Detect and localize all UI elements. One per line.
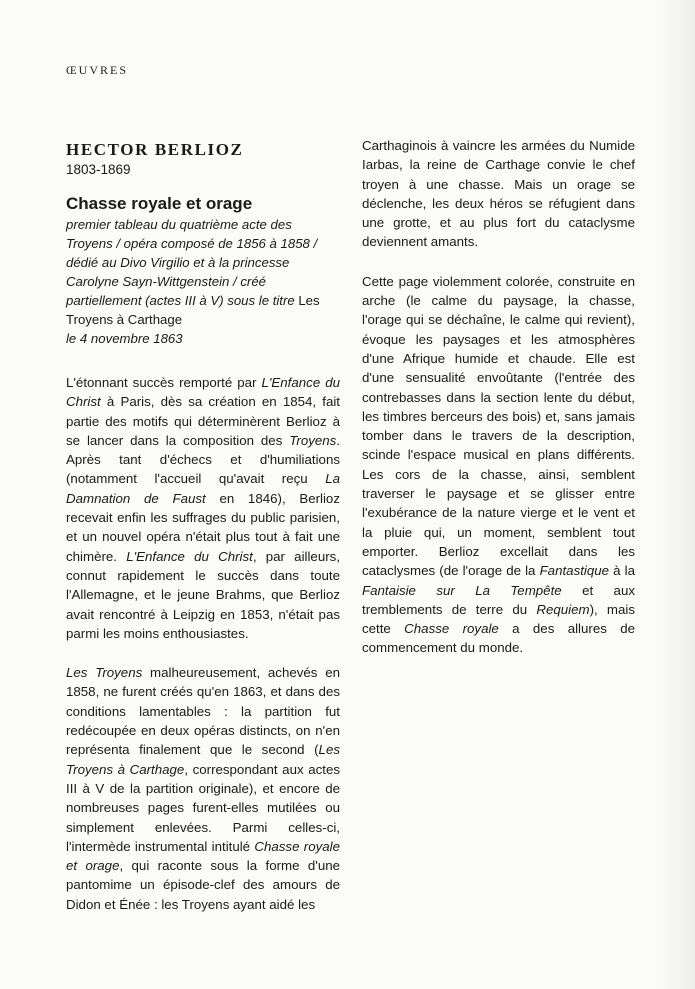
paragraph-3: [362, 136, 635, 252]
text-run: a des allures de commencement du monde.: [362, 621, 635, 656]
text-run: à Paris, dès sa création en 1854, fait partie des motifs qui déterminèrent Berlioz à se lancer dans la composition des: [66, 394, 340, 448]
work-reference: L'Enfance du Christ: [126, 548, 253, 564]
left-column: [66, 140, 340, 914]
work-reference: Fantastique: [539, 563, 610, 579]
text-run: Cette page violemment colorée, construite en arche (le calme du paysage, la chasse, l'orage qui se déchaîne, le calme qui revient), évoque les paysages et les atmosphères d'une Afrique humide et chaude. Elle est d'une sensualité envoûtante (l'entrée des contrebasses dans la section lente du début, les timbres berceurs des bois) et, sans jamais tomber dans le travers de la description, scinde l'espace musical en plans différents. Les cors de la chasse, ainsi, semblent traverser le paysage et se glisser entre l'exubérance de la nature vierge et le vent et la pluie qui, un moment, semblent tout emporter. Berlioz excellait dans les cataclysmes (de l'orage de la: [362, 273, 635, 579]
right-column: [362, 136, 635, 658]
work-reference: Chasse royale: [404, 621, 499, 637]
work-reference: Fantaisie sur La Tempête: [362, 582, 562, 598]
work-subtitle: [66, 215, 340, 348]
text-run: en 1846), Berlioz recevait enfin les suffrages du public parisien, et un nouvel opéra n'était plus tout à fait une chimère.: [66, 490, 340, 564]
text-run: ), mais cette: [362, 601, 635, 637]
paragraph-2: [66, 663, 340, 914]
subtitle-text: premier tableau du quatrième acte des Troyens / opéra composé de 1856 à 1858 / dédié au Divo Virgilio et à la princesse Carolyne Sayn-Wittgenstein / créé partiellement (actes III à V) sous le titre: [66, 217, 318, 308]
work-reference: Troyens: [289, 432, 337, 448]
text-run: L'étonnant succès remporté par: [66, 375, 262, 390]
text-run: malheureusement, achevés en 1858, ne furent créés qu'en 1863, et dans des conditions lamentables : la partition fut redécoupée en deux opéras distincts, on n'en représenta finalement que le second (: [66, 665, 340, 758]
subtitle-date: le 4 novembre 1863: [66, 331, 183, 346]
text-run: Carthaginois à vaincre les armées du Numide Iarbas, la reine de Carthage convie le chef troyen à une chasse. Mais un orage se déclenche, les deux héros se réfugient dans une grotte, et au plus fort du cataclysme deviennent amants.: [362, 138, 635, 250]
text-run: . Après tant d'échecs et d'humiliations (notamment l'accueil qu'avait reçu: [66, 432, 340, 487]
text-run: , correspondant aux actes III à V de la partition originale), et encore de nombreuses pages furent-elles mutilées ou simplement enlevées. Parmi celles-ci, l'intermède instrumental intitulé: [66, 761, 340, 854]
composer-dates: 1803-1869: [66, 162, 131, 177]
work-reference: Chasse royale et orage: [66, 838, 340, 874]
work-reference: Requiem: [536, 601, 590, 617]
text-run: et aux tremblements de terre du: [362, 582, 635, 617]
section-header: ŒUVRES: [66, 63, 129, 77]
text-run: à la: [609, 563, 636, 579]
text-run: , qui raconte sous la forme d'une pantomime un épisode-clef des amours de Didon et Énée : les Troyens ayant aidé les: [66, 858, 340, 912]
subtitle-title: Les Troyens à Carthage: [66, 293, 320, 327]
page-edge-shadow: [655, 0, 695, 989]
work-reference: Les Troyens: [66, 665, 143, 681]
text-run: , par ailleurs, connut rapidement le succès dans toute l'Allemagne, et le jeune Brahms, que Berlioz avait rencontré à Leipzig en 1853, n'était pas parmi les moins enthousiastes.: [66, 548, 340, 641]
work-title: Chasse royale et orage: [66, 194, 253, 213]
paragraph-1: [66, 373, 340, 643]
work-reference: Les Troyens à Carthage: [66, 742, 340, 777]
work-reference: L'Enfance du Christ: [66, 375, 340, 410]
paragraph-4: [362, 272, 635, 658]
composer-name: HECTOR BERLIOZ: [66, 140, 244, 159]
work-reference: La Damnation de Faust: [66, 471, 340, 506]
